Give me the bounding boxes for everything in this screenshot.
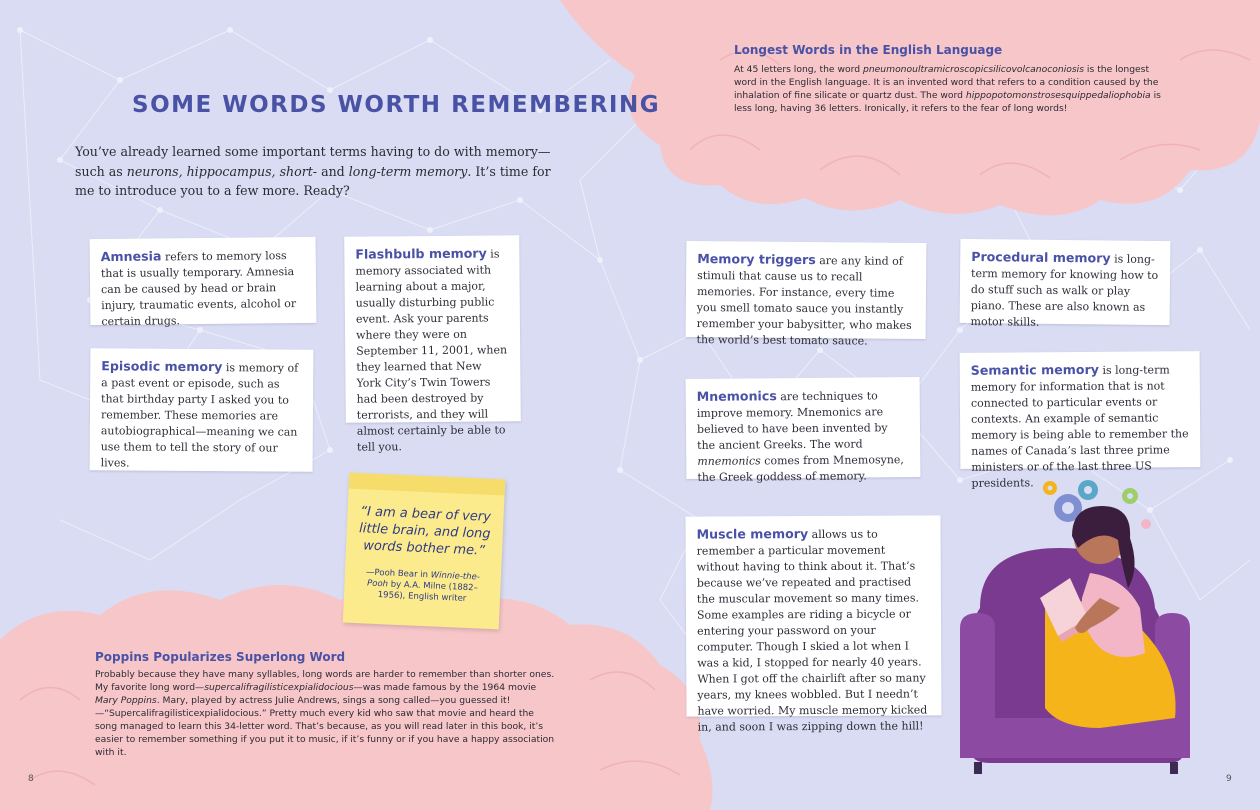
poppins-heading: Poppins Popularizes Superlong Word (95, 650, 346, 664)
term-mnemonics: Mnemonics (696, 388, 777, 404)
term-flashbulb-memory: Flashbulb memory (355, 245, 487, 262)
term-episodic-memory: Episodic memory (101, 358, 223, 375)
page-title: SOME WORDS WORTH REMEMBERING (132, 92, 661, 118)
longest-words-body: At 45 letters long, the word pneumonoultramicroscopicsilicovolcanoconiosis is the longest word in the English language. It is an invented word that refers to a condition caused by the inhalation of fine silicate or quartz dust. The word hippopotomonstrosesquippedaliophobia is less long, having 36 letters. Ironically, it refers to the fear of long words! (734, 64, 1161, 114)
term-definition: allows us to remember a particular movement without having to think about it. That’s because we’ve repeated and practised the muscular movement so many times. Some examples are riding a bicycle or entering your password on your computer. Though I skied a lot when I was a kid, I stopped for nearly 40 years. When I got off the chairlift after so many years, my knees wobbled. But I needn’t have worried. My muscle memory kicked in, and soon I was zipping down the hill! (696, 527, 928, 734)
girl-reading-illustration (950, 478, 1200, 778)
pooh-quote: “I am a bear of very little brain, and long words bother me.” (358, 504, 492, 559)
term-card-amnesia (90, 237, 317, 329)
term-card-mnemonics: Mnemonics are techniques to improve memory. Mnemonics are believed to have been invented by the ancient Greeks. The word mnemonics comes from Mnemosyne, the Greek goddess of memory. (686, 377, 921, 479)
page-number-left: 8 (28, 774, 34, 784)
quote-attribution: —Pooh Bear in Winnie-the-Pooh by A.A. Milne (1882–1956), English writer (365, 567, 481, 604)
poppins-body: Probably because they have many syllables, long words are harder to remember than shorter ones. My favorite long word—supercalifragilisticexpialidocious—was made famous by the 1964 movie Mary Poppins. Mary, played by actress Julie Andrews, sings a song called—you guessed it!—“Supercalifragilisticexpialidocious.” Pretty much every kid who saw that movie and heard the song managed to learn this 34-letter word. That’s because, as you will read later in this book, it’s easier to remember something if you put it to music, if it’s funny or if you have a happy association with it. (95, 669, 555, 758)
term-card-procedural-memory (960, 239, 1171, 329)
term-semantic-memory: Semantic memory (970, 361, 1100, 378)
intro-paragraph: You’ve already learned some important terms having to do with memory—such as neurons, hippocampus, short- and long-term memory. It’s time for me to introduce you to a few more. Ready? (75, 144, 551, 198)
term-definition: refers to memory loss that is usually temporary. Amnesia can be caused by head or brain injury, traumatic events, alcohol or certain drugs. (100, 249, 297, 329)
term-card-semantic-memory (960, 351, 1201, 490)
term-card-episodic-memory (90, 348, 314, 472)
term-card-memory-triggers (686, 241, 927, 348)
term-memory-triggers: Memory triggers (697, 251, 816, 268)
term-definition: is long-term memory for information that is not connected to particular events or contexts. An example of semantic memory is being able to remember the names of Canada’s last three prime ministers or of the last three US presidents. (970, 363, 1189, 490)
term-amnesia: Amnesia (100, 248, 162, 265)
term-procedural-memory: Procedural memory (971, 249, 1111, 266)
term-definition: is memory of a past event or episode, such as that birthday party I asked you to remember. These memories are autobiographical—meaning we can use them to tell the story of our lives. (100, 361, 299, 470)
term-card-flashbulb-memory (344, 235, 521, 454)
term-muscle-memory: Muscle memory (696, 526, 809, 542)
longest-words-heading: Longest Words in the English Language (734, 43, 1003, 57)
quote-sticky-note (343, 473, 505, 630)
term-definition: is long-term memory for knowing how to do stuff such as walk or play piano. These are also known as motor skills. (970, 252, 1159, 329)
term-card-muscle-memory (685, 515, 941, 734)
term-definition: are any kind of stimuli that cause us to recall memories. For instance, every time you smell tomato sauce you instantly remember your babysitter, who makes the world’s best tomato sauce. (696, 254, 912, 348)
term-definition: is memory associated with learning about a major, usually disturbing public event. Ask your parents where they were on September 11, 2001, when they learned that New York City’s Twin Towers had been destroyed by terrorists, and they will almost certainly be able to tell you. (355, 247, 508, 454)
page-number-right: 9 (1226, 774, 1232, 784)
